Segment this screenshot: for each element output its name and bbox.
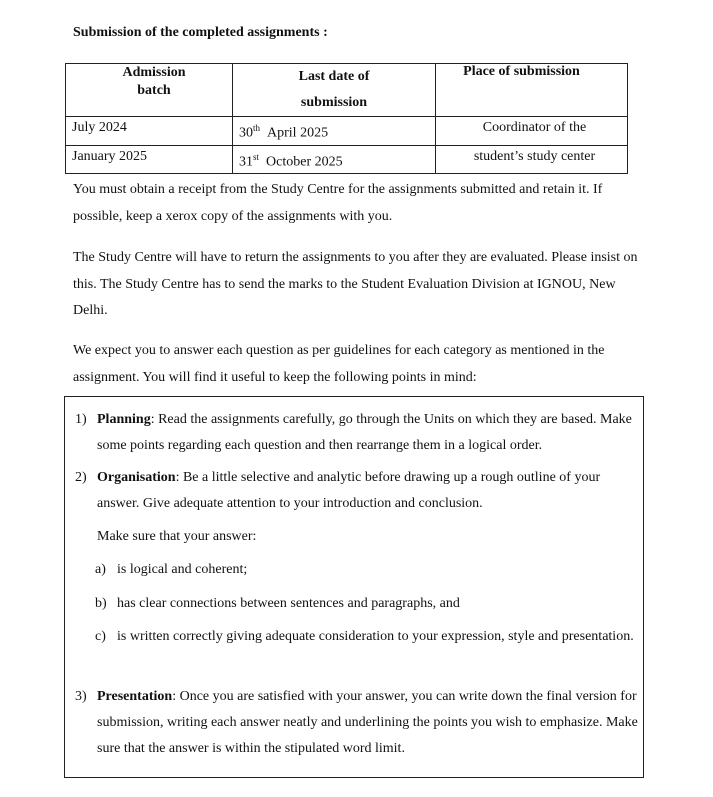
table-row [66,117,628,146]
table-header-row [66,64,628,117]
header-last-date: Last date of submission [233,64,436,117]
date-cell: 30th April 2025 [233,117,436,146]
batch-cell: July 2024 [66,117,233,146]
paragraph-return: The Study Centre will have to return the assignments to you after they are evaluated. Please insist on this. The Study Centre has to send the marks to the Student Evaluation Division at IGNOU, New Delhi. [73,250,638,318]
batch-cell: January 2025 [66,145,233,174]
table-row [66,145,628,174]
list-item: a) is logical and coherent; [95,562,248,577]
guidelines-box [64,396,644,778]
paragraph-receipt: You must obtain a receipt from the Study Centre for the assignments submitted and retain it. If possible, keep a xerox copy of the assignments with you. [73,182,603,224]
make-sure-text: Make sure that your answer: [97,529,257,544]
submission-table [65,63,628,174]
place-cell: Coordinator of the [436,117,628,146]
header-place: Place of submission [436,64,628,117]
header-admission-batch: Admission batch [66,64,233,117]
page-heading: Submission of the completed assignments : [73,25,328,40]
guideline-planning: 1) Planning: Read the assignments carefully, go through the Units on which they are based. Make some points regarding each question and then rearrange them in a logical order. [75,412,632,453]
guideline-presentation: 3) Presentation: Once you are satisfied with your answer, you can write down the final version for submission, writing each answer neatly and underlining the points you wish to emphasize. Make sure that the answer is within the stipulated word limit. [75,689,638,756]
date-cell: 31st October 2025 [233,145,436,174]
place-cell: student’s study center [436,145,628,174]
guideline-organisation: 2) Organisation: Be a little selective and analytic before drawing up a rough outline of your answer. Give adequate attention to your introduction and conclusion. [75,470,601,511]
list-item: b) has clear connections between sentences and paragraphs, and [95,596,460,611]
list-item: c) is written correctly giving adequate consideration to your expression, style and presentation. [95,629,634,644]
paragraph-expectations: We expect you to answer each question as per guidelines for each category as mentioned in the assignment. You will find it useful to keep the following points in mind: [73,343,605,385]
